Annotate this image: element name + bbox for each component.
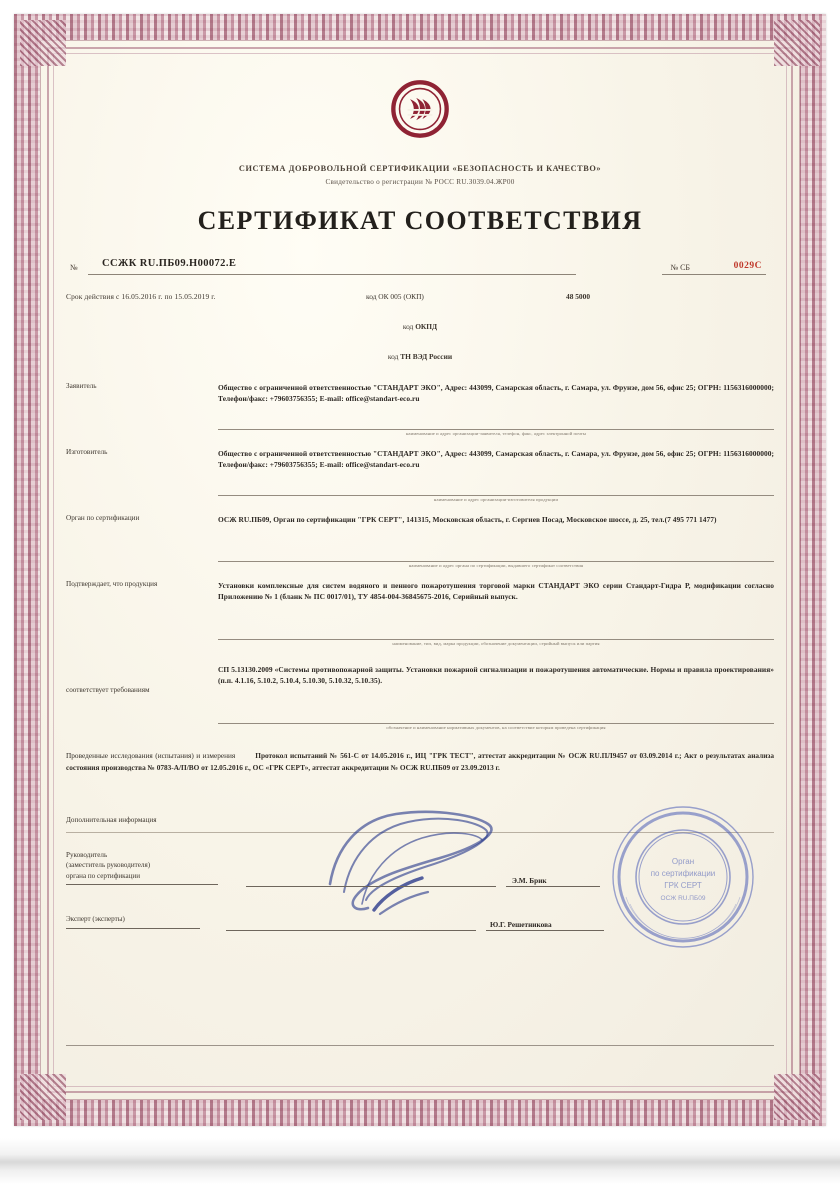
corner-ornament-top-right bbox=[774, 20, 820, 66]
field-requirements-note: обозначение и наименование нормативных документов, на соответствие которым проведена сертификация bbox=[386, 725, 606, 730]
field-certification-body-rule bbox=[218, 561, 774, 562]
signature-head-rule-middle bbox=[246, 886, 496, 887]
field-manufacturer-value: Общество с ограниченной ответственностью "СТАНДАРТ ЭКО", Адрес: 443099, Самарская область, г. Самара, ул. Фрунзе, дом 56, офис 25; ОГРН: 1156316000000; Телефон/факс: +79603756355; E-mail: office@standart-eco.ru bbox=[218, 449, 774, 470]
signature-head-label-line2: (заместитель руководителя) bbox=[66, 861, 151, 870]
field-applicant-note: наименование и адрес организации-заявителя, телефон, факс, адрес электронной почты bbox=[405, 431, 587, 436]
field-product-rule bbox=[218, 639, 774, 640]
emblem-container bbox=[60, 78, 780, 140]
field-applicant-rule bbox=[218, 429, 774, 430]
field-product-value: Установки комплексные для систем водяного и пенного пожаротушения торговой марки СТАНДАРТ ЭКО серии Стандарт-Гидра Р, модификации согласно Приложению № 1 (бланк № ПС 0017/01), ТУ 4854-004-36845675-2016, Серийный выпуск. bbox=[218, 581, 774, 602]
field-certification-body-label: Орган по сертификации bbox=[66, 514, 140, 522]
tnved-code-line bbox=[60, 352, 780, 361]
field-applicant-value: Общество с ограниченной ответственностью "СТАНДАРТ ЭКО", Адрес: 443099, Самарская область, г. Самара, ул. Фрунзе, дом 56, офис 25; ОГРН: 1156316000000; Телефон/факс: +79603756355; E-mail: office@standart-eco.ru bbox=[218, 383, 774, 404]
signature-head-rule-name bbox=[506, 886, 600, 887]
field-applicant-label: Заявитель bbox=[66, 382, 97, 390]
bottom-rule bbox=[66, 1045, 774, 1046]
number-underline bbox=[88, 274, 576, 275]
signature-head-block bbox=[66, 850, 774, 885]
signature-head-rule-left bbox=[66, 884, 218, 885]
number-prefix: № bbox=[70, 263, 78, 272]
field-certification-body-value: ОСЖ RU.ПБ09, Орган по сертификации "ГРК СЕРТ", 141315, Московская область, г. Сергиев Посад, Московское шоссе, д. 25, тел.(7 495 771 1477) bbox=[218, 515, 717, 524]
research-paragraph bbox=[66, 750, 774, 774]
seal-line-1: Орган bbox=[671, 857, 695, 866]
certificate-number-row bbox=[64, 256, 776, 278]
serial-label: № СБ bbox=[670, 263, 690, 272]
field-certification-body-note: наименование и адрес органа по сертификации, выдавшего сертификат соответствия bbox=[408, 563, 584, 568]
certificate-sheet bbox=[14, 14, 826, 1126]
certificate-content bbox=[60, 60, 780, 1080]
system-title: СИСТЕМА ДОБРОВОЛЬНОЙ СЕРТИФИКАЦИИ «БЕЗОПАСНОСТЬ И КАЧЕСТВО» bbox=[238, 164, 602, 173]
signature-expert-rule-name bbox=[486, 930, 604, 931]
field-manufacturer-label: Изготовитель bbox=[66, 448, 108, 456]
research-lead-label: Проведенные исследования (испытания) и измерения bbox=[66, 751, 236, 760]
flame-emblem-icon bbox=[389, 78, 451, 140]
okpd-label: код bbox=[402, 322, 414, 331]
field-product-note: наименование, тип, вид, марка продукции, обозначение документации, серийный выпуск или партия bbox=[392, 641, 600, 646]
signature-expert-name: Ю.Г. Решетникова bbox=[490, 920, 552, 929]
registration-line: Свидетельство о регистрации № РОСС RU.З039.04.ЖР00 bbox=[325, 178, 515, 186]
page-title: СЕРТИФИКАТ СООТВЕТСТВИЯ bbox=[197, 206, 643, 235]
okpd-value: ОКПД bbox=[415, 322, 438, 331]
field-manufacturer bbox=[66, 448, 774, 514]
validity-period: Срок действия с 16.05.2016 г. по 15.05.2019 г. bbox=[66, 292, 216, 301]
corner-ornament-bottom-left bbox=[20, 1074, 66, 1120]
field-requirements-label: соответствует требованиям bbox=[66, 686, 150, 694]
signature-expert-rule-left bbox=[66, 928, 200, 929]
signature-head-name: Э.М. Брик bbox=[512, 876, 547, 885]
okpd-code-line bbox=[60, 322, 780, 331]
okp-code-value: 48 5000 bbox=[566, 292, 591, 301]
tnved-label: код bbox=[387, 352, 399, 361]
signature-expert-block bbox=[66, 914, 774, 929]
field-applicant bbox=[66, 382, 774, 448]
field-requirements bbox=[66, 664, 774, 744]
signature-expert-rule-middle bbox=[226, 930, 476, 931]
field-manufacturer-rule bbox=[218, 495, 774, 496]
signature-head-label-line3: органа по сертификации bbox=[66, 871, 140, 880]
research-text: Протокол испытаний № 561-С от 14.05.2016 г., ИЦ "ГРК ТЕСТ", аттестат аккредитации № ОСЖ RU.ПЛ9457 от 03.09.2014 г.; Акт о результатах анализа состояния производства № 0783-А/П/ВО от 12.05.2016 г., ОС «ГРК СЕРТ», аттестат аккредитации № ОСЖ RU.ПБ09 от 23.09.2013 г. bbox=[66, 751, 774, 772]
seal-line-3: ГРК СЕРТ bbox=[664, 881, 702, 890]
certificate-number-value: ССЖК RU.ПБ09.Н00072.Е bbox=[102, 258, 237, 269]
additional-information-label: Дополнительная информация bbox=[66, 816, 157, 824]
additional-information-rule bbox=[66, 832, 774, 833]
field-product-label: Подтверждает, что продукция bbox=[66, 580, 158, 588]
field-requirements-rule bbox=[218, 723, 774, 724]
serial-number-value: 0029С bbox=[733, 261, 762, 271]
signature-head-label-line1: Руководитель bbox=[66, 851, 108, 859]
okp-code-label: код ОК 005 (ОКП) bbox=[366, 292, 424, 301]
seal-line-2: по сертификации bbox=[650, 869, 716, 878]
field-requirements-value: СП 5.13130.2009 «Системы противопожарной защиты. Установки пожарной сигнализации и пожаротушения автоматические. Нормы и правила проектирования» (п.п. 4.1.16, 5.10.2, 5.10.4, 5.10.30, 5.10.32, 5.10.35). bbox=[218, 665, 774, 686]
corner-ornament-bottom-right bbox=[774, 1074, 820, 1120]
field-certification-body bbox=[66, 514, 774, 580]
tnved-value: ТН ВЭД России bbox=[400, 352, 453, 361]
field-manufacturer-note: наименование и адрес организации-изготовителя продукции bbox=[433, 497, 559, 502]
serial-underline bbox=[662, 274, 766, 275]
seal-line-4: ОСЖ RU.ПБ09 bbox=[660, 895, 706, 902]
signature-expert-label: Эксперт (эксперты) bbox=[66, 915, 125, 923]
field-product bbox=[66, 580, 774, 660]
